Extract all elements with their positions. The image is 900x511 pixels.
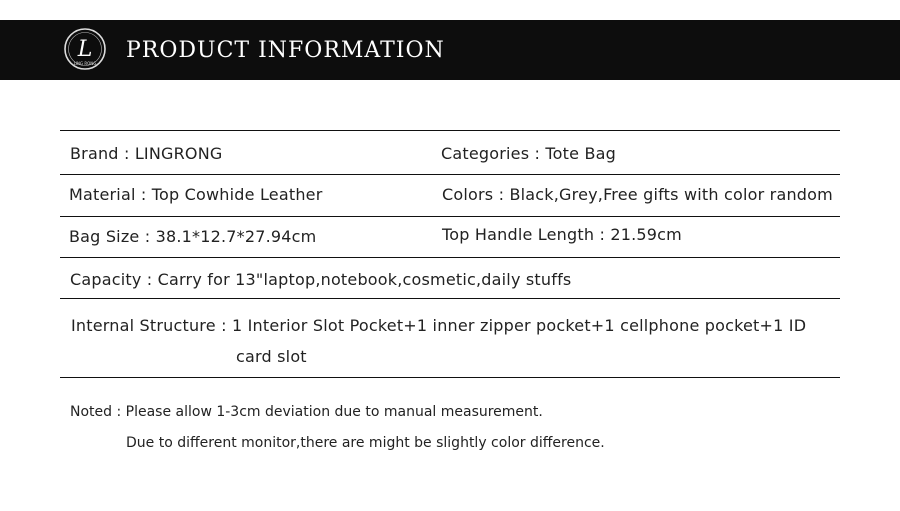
capacity-cell: Capacity : Carry for 13"laptop,notebook,cosmetic,daily stuffs — [70, 270, 572, 289]
header-banner — [0, 20, 900, 80]
bag-size-cell: Bag Size : 38.1*12.7*27.94cm — [69, 227, 317, 246]
brand-logo — [64, 28, 106, 70]
logo-text: LING RONG — [73, 61, 97, 66]
internal-structure-continuation: card slot — [236, 347, 307, 366]
material-cell: Material : Top Cowhide Leather — [69, 185, 323, 204]
product-info-table — [60, 130, 840, 378]
color-note: Due to different monitor,there are might be slightly color difference. — [126, 435, 605, 451]
table-row — [60, 175, 840, 217]
brand-cell: Brand : LINGRONG — [70, 144, 223, 163]
logo-letter: L — [77, 37, 93, 62]
categories-cell: Categories : Tote Bag — [441, 144, 616, 163]
table-row — [60, 299, 840, 378]
section-title: PRODUCT INFORMATION — [126, 38, 445, 63]
table-row — [60, 217, 840, 258]
table-row — [60, 258, 840, 299]
table-row — [60, 131, 840, 175]
colors-cell: Colors : Black,Grey,Free gifts with color random — [442, 185, 833, 204]
handle-length-cell: Top Handle Length : 21.59cm — [442, 225, 682, 244]
measurement-note: Noted : Please allow 1-3cm deviation due to manual measurement. — [70, 404, 543, 420]
internal-structure-cell: Internal Structure : 1 Interior Slot Pocket+1 inner zipper pocket+1 cellphone pocket+1 ID — [71, 316, 807, 335]
